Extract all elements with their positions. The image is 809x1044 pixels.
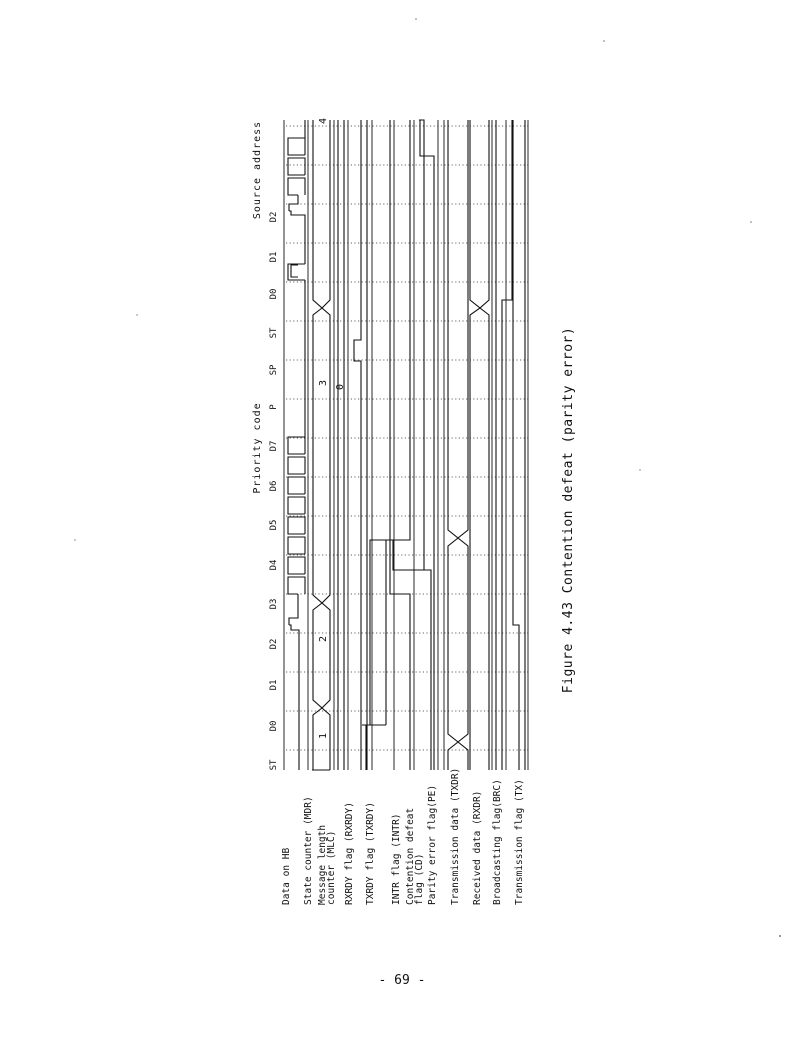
- bit-label: D5: [269, 519, 279, 531]
- signal-label: Broadcasting flag(BRC): [492, 779, 503, 905]
- signal-label: TXRDY flag (TXRDY): [365, 802, 376, 905]
- signal-label: Received data (RXDR): [472, 790, 483, 905]
- scan-speck: [639, 469, 640, 470]
- page-number: - 69 -: [378, 973, 426, 988]
- bit-label: D6: [269, 480, 279, 492]
- data-on-hb-wave: [288, 120, 305, 770]
- rxdr-wave: [470, 120, 489, 770]
- signal-label: INTR flag (INTR): [391, 813, 402, 905]
- mdr-value: 3: [318, 379, 329, 387]
- bit-labels: [269, 212, 279, 771]
- scan-speck: [779, 935, 781, 937]
- signal-label: Transmission flag (TX): [514, 779, 525, 905]
- bit-label: D1: [269, 251, 279, 263]
- bit-label: D3: [269, 598, 279, 610]
- scan-speck: [750, 221, 752, 223]
- signal-label: counter (MLC): [326, 830, 337, 905]
- bit-label: D0: [269, 288, 279, 300]
- bit-label: ST: [269, 759, 279, 771]
- signal-label: State counter (MDR): [303, 796, 314, 905]
- bit-label: D4: [269, 559, 279, 571]
- signal-label: RXRDY flag (RXRDY): [344, 802, 355, 905]
- bit-label: P: [269, 404, 279, 410]
- bit-label: ST: [269, 327, 279, 339]
- scan-speck: [415, 18, 417, 20]
- signal-label: flag (CD): [414, 853, 425, 905]
- signal-label: Message length: [317, 824, 328, 905]
- bit-label: D2: [269, 638, 279, 650]
- rxrdy-wave: [354, 120, 367, 770]
- mdr-value: 2: [318, 635, 329, 643]
- signal-label: Transmission data (TXDR): [450, 767, 461, 905]
- bit-label: D7: [269, 440, 279, 452]
- cd-wave: [393, 120, 431, 770]
- scan-speck: [136, 314, 137, 315]
- signal-label: Parity error flag(PE): [427, 784, 438, 905]
- mlc-value: 0: [335, 383, 346, 391]
- mdr-numbers: [318, 118, 346, 739]
- mlc-wave: [338, 120, 344, 770]
- mdr-value: 1: [318, 732, 329, 740]
- bit-label: D2: [269, 211, 279, 223]
- bit-label: D0: [269, 720, 279, 732]
- source-address-label: Source address: [252, 120, 263, 220]
- parity-bit-pulse: [291, 265, 298, 277]
- scan-speck: [603, 40, 605, 42]
- priority-code-label: Priority code: [252, 402, 263, 494]
- txdr-wave: [448, 120, 468, 770]
- brc-wave: [496, 120, 512, 770]
- txrdy-wave: [362, 120, 390, 770]
- figure-caption: Figure 4.43 Contention defeat (parity error): [561, 326, 576, 694]
- intr-wave: [390, 120, 410, 770]
- mdr-wave: [312, 117, 330, 770]
- signal-label: Contention defeat: [405, 807, 416, 905]
- tx-wave: [513, 120, 525, 770]
- timing-chart: [269, 118, 528, 770]
- bit-label: SP: [269, 364, 279, 376]
- pe-wave: [420, 120, 434, 770]
- bit-label: D1: [269, 679, 279, 691]
- signal-label: Data on HB: [281, 847, 292, 905]
- signal-separators: [284, 117, 528, 770]
- scan-speck: [74, 539, 75, 540]
- mdr-value: 4: [318, 117, 329, 125]
- signal-labels: [281, 768, 525, 905]
